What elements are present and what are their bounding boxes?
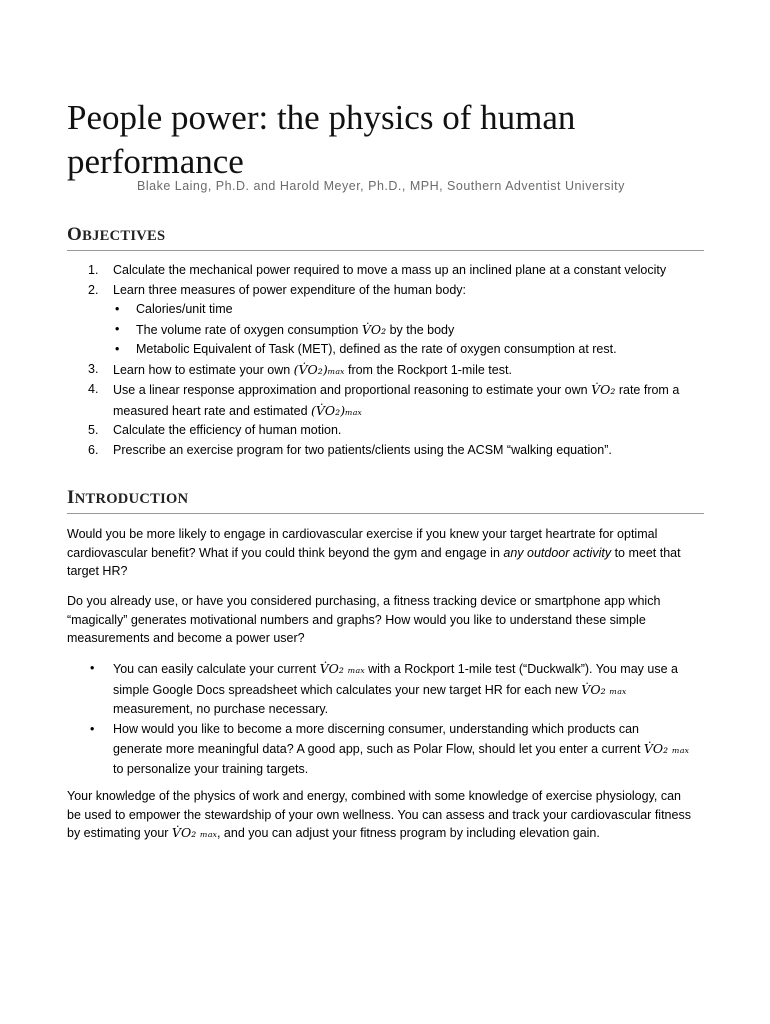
list-text: Calculate the efficiency of human motion. — [113, 423, 342, 437]
page-title — [67, 96, 707, 184]
list-text: Calories/unit time — [136, 302, 233, 316]
list-item — [67, 340, 707, 360]
list-text: Prescribe an exercise program for two patients/clients using the ACSM “walking equation”. — [113, 442, 612, 457]
bullet-icon: • — [90, 661, 95, 675]
text-segment: by the body — [386, 322, 455, 337]
math-vo2max: V̇O₂ ₘₐₓ — [319, 661, 365, 676]
list-item-continuation — [67, 739, 707, 760]
list-item — [67, 261, 707, 281]
math-vo2max: V̇O₂ ₘₐₓ — [171, 825, 217, 840]
text-segment: measured heart rate and estimated — [113, 403, 312, 418]
intro-paragraph-2 — [67, 592, 707, 648]
list-item — [67, 281, 707, 301]
list-item — [67, 659, 707, 680]
text-line: target HR? — [67, 564, 128, 578]
math-vo2max: V̇O₂ ₘₐₓ — [643, 741, 689, 756]
text-line: measurements and become a power user? — [67, 631, 305, 645]
list-text — [113, 680, 707, 701]
emphasis-text: any outdoor activity — [503, 545, 612, 560]
bullet-icon: • — [115, 302, 120, 316]
list-text — [113, 401, 707, 422]
text-segment: cardiovascular benefit? What if you could think beyond the gym and engage in — [67, 545, 504, 560]
text-segment: You can easily calculate your current — [113, 662, 320, 676]
list-item — [67, 720, 707, 740]
list-text — [113, 739, 707, 760]
introduction-heading-rest: NTRODUCTION — [74, 491, 189, 507]
list-number: 1. — [88, 263, 99, 277]
intro-bullet-list — [67, 659, 707, 779]
text-line: Your knowledge of the physics of work and energy, combined with some knowledge of exercise physiology, can — [67, 789, 682, 803]
list-text — [113, 360, 707, 381]
text-line — [67, 824, 707, 843]
list-number: 6. — [88, 442, 99, 457]
bullet-icon: • — [90, 721, 95, 736]
list-number: 5. — [88, 423, 99, 437]
list-text: Metabolic Equivalent of Task (MET), defined as the rate of oxygen consumption at rest. — [136, 342, 617, 356]
list-text: Learn three measures of power expenditure of the human body: — [113, 282, 466, 297]
list-item — [67, 300, 707, 320]
list-item — [67, 360, 707, 381]
list-text — [136, 320, 707, 341]
list-item — [67, 421, 707, 441]
text-line: Would you be more likely to engage in cardiovascular exercise if you knew your target heartrate for optimal — [67, 527, 658, 541]
intro-paragraph-3 — [67, 787, 707, 843]
list-item — [67, 380, 707, 401]
text-segment: with a Rockport 1-mile test (“Duckwalk”). You may use a — [364, 662, 678, 676]
objectives-heading — [67, 224, 704, 251]
list-item-continuation — [67, 680, 707, 701]
text-segment: generate more meaningful data? A good app, such as Polar Flow, should let you enter a current — [113, 742, 644, 756]
list-text: Calculate the mechanical power required to move a mass up an inclined plane at a constant velocity — [113, 263, 667, 277]
text-segment: from the Rockport 1-mile test. — [344, 362, 512, 377]
math-vo2max: (V̇O₂)ₘₐₓ — [311, 402, 362, 418]
introduction-heading-cap: I — [67, 487, 75, 508]
introduction-heading — [67, 487, 704, 514]
list-item — [67, 320, 707, 341]
list-number: 4. — [88, 382, 99, 396]
text-line: be used to empower the stewardship of your own wellness. You can assess and track your cardiovascular fitness — [67, 807, 691, 822]
list-text: measurement, no purchase necessary. — [113, 702, 329, 716]
text-segment: Use a linear response approximation and proportional reasoning to estimate your own — [113, 383, 592, 397]
title-line-2: performance — [67, 142, 244, 181]
text-line — [67, 544, 707, 563]
list-text: to personalize your training targets. — [113, 761, 309, 776]
text-segment: by estimating your — [67, 826, 172, 840]
list-item — [67, 441, 707, 461]
math-vo2: V̇O₂ — [361, 321, 387, 337]
text-segment: simple Google Docs spreadsheet which calculates your new target HR for each new — [113, 682, 582, 697]
list-item-continuation — [67, 760, 707, 780]
list-text — [113, 380, 707, 401]
intro-paragraph-1 — [67, 525, 707, 581]
text-segment: to meet that — [611, 545, 681, 560]
text-segment: rate from a — [615, 383, 680, 397]
math-vo2max: (V̇O₂)ₘₐₓ — [293, 361, 345, 377]
math-vo2: V̇O₂ — [591, 382, 616, 397]
objectives-heading-cap: O — [67, 224, 83, 245]
text-segment: Learn how to estimate your own — [113, 362, 294, 377]
list-number: 3. — [88, 361, 99, 376]
author-line: Blake Laing, Ph.D. and Harold Meyer, Ph.D., MPH, Southern Adventist University — [137, 179, 625, 193]
text-segment: , and you can adjust your fitness program by including elevation gain. — [216, 826, 600, 840]
objectives-heading-rest: BJECTIVES — [82, 228, 166, 244]
list-text: How would you like to become a more discerning consumer, understanding which products can — [113, 721, 639, 736]
text-line: Do you already use, or have you considered purchasing, a fitness tracking device or smartphone app which — [67, 594, 661, 608]
title-line-1: People power: the physics of human — [67, 98, 576, 137]
list-item-continuation — [67, 700, 707, 720]
bullet-icon: • — [115, 321, 120, 336]
list-text — [113, 659, 707, 680]
bullet-icon: • — [115, 342, 120, 356]
text-line: “magically” generates motivational numbers and graphs? How would you like to understand these simple — [67, 612, 646, 627]
objectives-list — [67, 261, 707, 460]
list-number: 2. — [88, 282, 99, 297]
text-segment: The volume rate of oxygen consumption — [136, 322, 362, 337]
math-vo2max: V̇O₂ ₘₐₓ — [581, 681, 627, 697]
list-item-continuation — [67, 401, 707, 422]
